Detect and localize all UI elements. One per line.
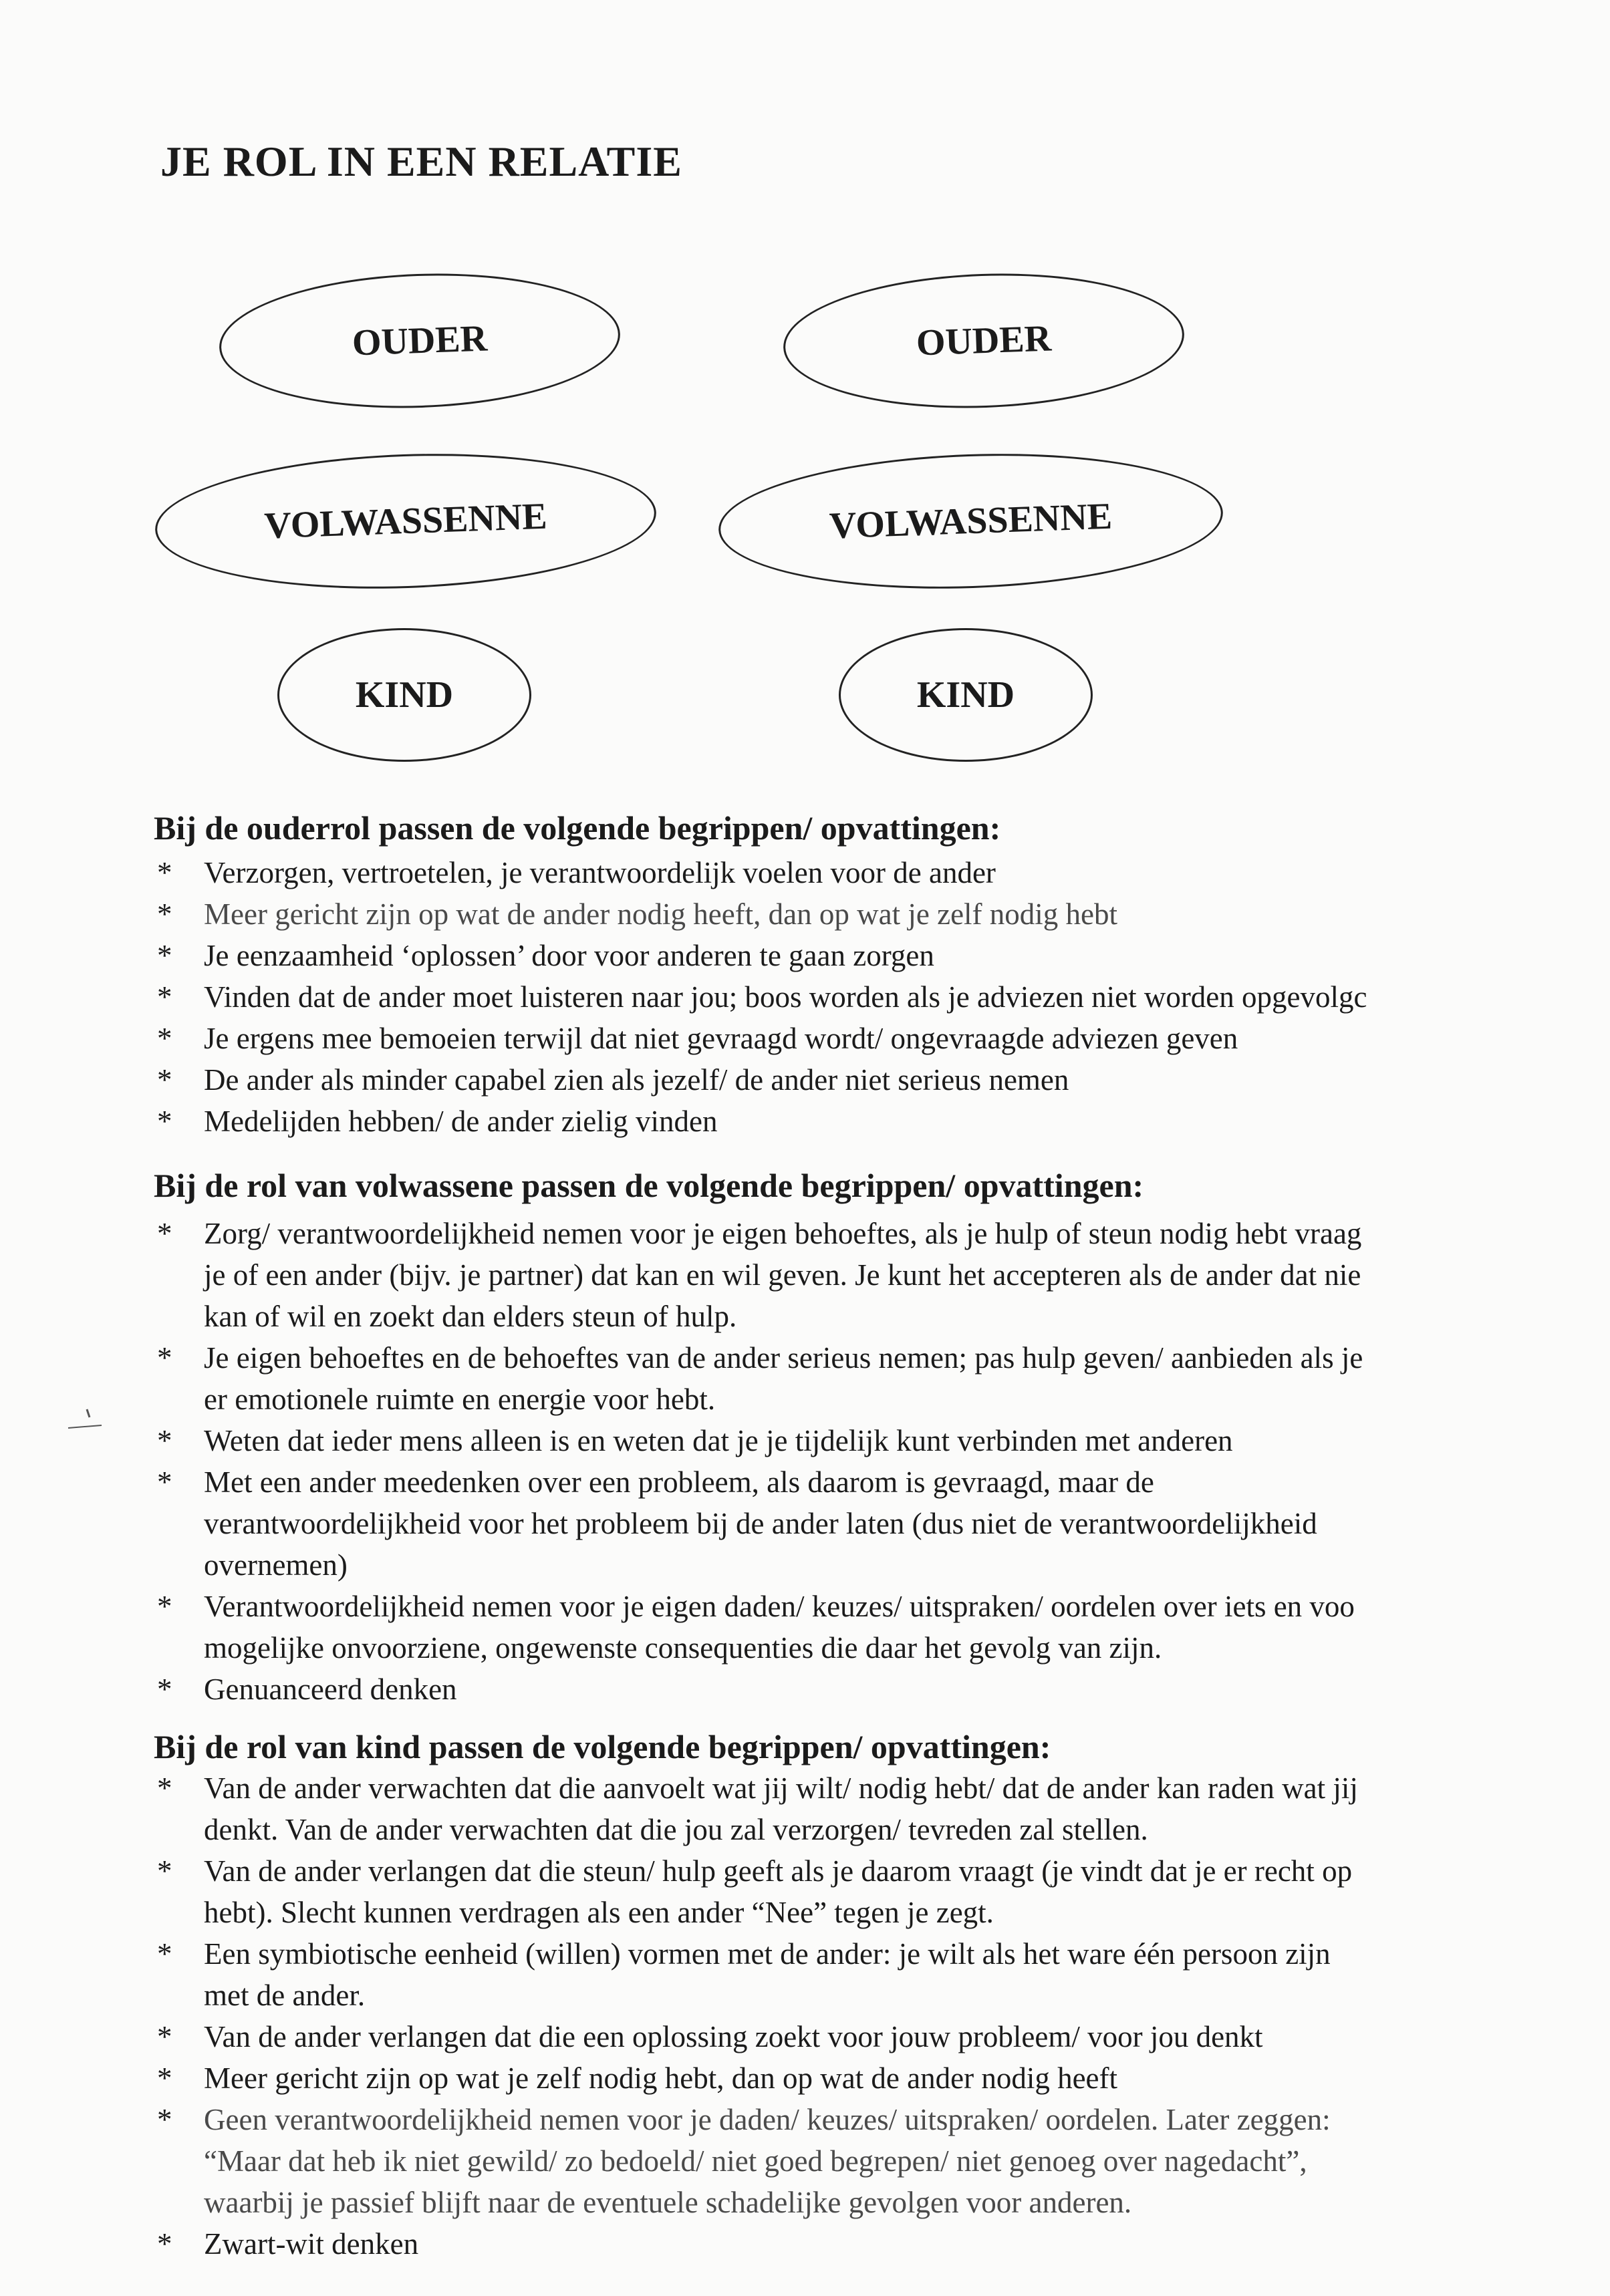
list-item: * Genuanceerd denken	[150, 1669, 1543, 1710]
bullet: *	[157, 2227, 172, 2261]
list-item: * Je eigen behoeftes en de behoeftes van de ander serieus nemen; pas hulp geven/ aanbieden als je er emotionele ruimte en energie voor hebt.	[150, 1337, 1543, 1420]
section-heading-kind: Bij de rol van kind passen de volgende begrippen/ opvattingen:	[154, 1728, 1051, 1765]
list-item: * Van de ander verwachten dat die aanvoelt wat jij wilt/ nodig hebt/ dat de ander kan raden wat jij denkt. Van de ander verwachten dat die jou zal verzorgen/ tevreden zal stellen.	[150, 1767, 1543, 1850]
ellipse-volwassenne-right	[716, 446, 1226, 597]
bullet: *	[157, 897, 172, 931]
bullet: *	[157, 2103, 172, 2136]
bullet: *	[157, 1022, 172, 1055]
bullet: *	[157, 939, 172, 972]
list-item: * Verzorgen, vertroetelen, je verantwoordelijk voelen voor de ander	[150, 852, 1543, 893]
bullet: *	[157, 856, 172, 889]
bullet: *	[157, 1063, 172, 1097]
ellipse-ouder-left	[217, 267, 623, 415]
list-volwassene	[150, 1213, 1543, 1710]
section-heading-ouder: Bij de ouderrol passen de volgende begrippen/ opvattingen:	[154, 809, 1001, 847]
list-item: * Een symbiotische eenheid (willen) vormen met de ander: je wilt als het ware één persoon zijn met de ander.	[150, 1933, 1543, 2016]
list-item: * Van de ander verlangen dat die steun/ hulp geeft als je daarom vraagt (je vindt dat je er recht op hebt). Slecht kunnen verdragen als een ander “Nee” tegen je zegt.	[150, 1850, 1543, 1933]
bullet: *	[157, 1937, 172, 1971]
ellipse-ouder-right	[781, 267, 1187, 415]
list-item: * Je ergens mee bemoeien terwijl dat niet gevraagd wordt/ ongevraagde adviezen geven	[150, 1018, 1543, 1059]
pencil-mark-icon	[67, 1407, 104, 1433]
section-heading-volwassene: Bij de rol van volwassene passen de volgende begrippen/ opvattingen:	[154, 1167, 1144, 1204]
list-item: * Geen verantwoordelijkheid nemen voor je daden/ keuzes/ uitspraken/ oordelen. Later zeggen: “Maar dat heb ik niet gewild/ zo bedoeld/ niet goed begrepen/ niet genoeg over nagedacht”, waarbij je passief blijft naar de eventuele schadelijke gevolgen voor anderen.	[150, 2099, 1543, 2223]
bullet: *	[157, 1673, 172, 1706]
list-item: * Medelijden hebben/ de ander zielig vinden	[150, 1101, 1543, 1142]
list-kind	[150, 1767, 1543, 2265]
list-item: * De ander als minder capabel zien als jezelf/ de ander niet serieus nemen	[150, 1059, 1543, 1101]
ellipse-label: OUDER	[915, 317, 1053, 364]
bullet: *	[157, 980, 172, 1014]
list-item: * Meer gericht zijn op wat je zelf nodig hebt, dan op wat de ander nodig heeft	[150, 2057, 1543, 2099]
list-item: * Meer gericht zijn op wat de ander nodig heeft, dan op wat je zelf nodig hebt	[150, 893, 1543, 935]
bullet: *	[157, 1465, 172, 1499]
ellipse-kind-right	[839, 628, 1093, 762]
ellipse-kind-left	[277, 628, 531, 762]
list-item: * Zorg/ verantwoordelijkheid nemen voor je eigen behoeftes, als je hulp of steun nodig hebt vraag je of een ander (bijv. je partner) dat kan en wil geven. Je kunt het accepteren als de ander dat nie kan of wil en zoekt dan elders steun of hulp.	[150, 1213, 1543, 1337]
list-item: * Van de ander verlangen dat die een oplossing zoekt voor jouw probleem/ voor jou denkt	[150, 2016, 1543, 2057]
bullet: *	[157, 1590, 172, 1623]
list-item: * Vinden dat de ander moet luisteren naar jou; boos worden als je adviezen niet worden opgevolgc	[150, 976, 1543, 1018]
bullet: *	[157, 2020, 172, 2053]
list-item: * Zwart-wit denken	[150, 2223, 1543, 2265]
list-item: * Je eenzaamheid ‘oplossen’ door voor anderen te gaan zorgen	[150, 935, 1543, 976]
bullet: *	[157, 1341, 172, 1375]
bullet: *	[157, 2061, 172, 2095]
ellipse-label: KIND	[355, 674, 454, 716]
bullet: *	[157, 1105, 172, 1138]
list-item: * Weten dat ieder mens alleen is en weten dat je je tijdelijk kunt verbinden met anderen	[150, 1420, 1543, 1461]
ellipse-volwassenne-left	[153, 446, 659, 597]
ellipse-label: KIND	[916, 674, 1015, 716]
ellipse-label: VOLWASSENNE	[828, 495, 1113, 547]
bullet: *	[157, 1424, 172, 1457]
list-ouder	[150, 852, 1543, 1142]
ellipse-label: VOLWASSENNE	[263, 495, 548, 547]
list-item: * Verantwoordelijkheid nemen voor je eigen daden/ keuzes/ uitspraken/ oordelen over iets en voo mogelijke onvoorziene, ongewenste consequenties die daar het gevolg van zijn.	[150, 1586, 1543, 1669]
ellipse-label: OUDER	[351, 317, 489, 364]
bullet: *	[157, 1854, 172, 1888]
bullet: *	[157, 1771, 172, 1805]
bullet: *	[157, 1217, 172, 1250]
page-title: JE ROL IN EEN RELATIE	[160, 138, 682, 185]
list-item: * Met een ander meedenken over een probleem, als daarom is gevraagd, maar de verantwoordelijkheid voor het probleem bij de ander laten (dus niet de verantwoordelijkheid overnemen)	[150, 1461, 1543, 1586]
